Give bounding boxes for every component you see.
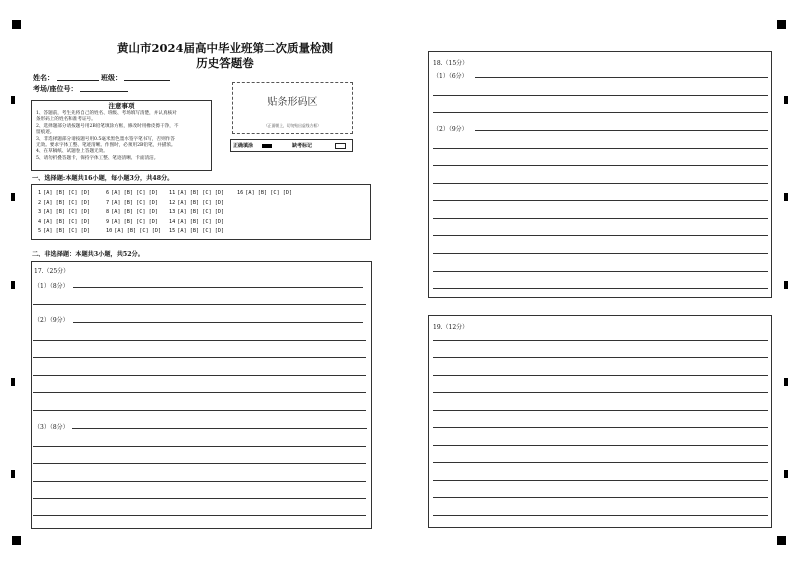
- choice-options[interactable]: [A] [B] [C] [D]: [111, 190, 158, 196]
- choice-number: 2: [38, 200, 42, 206]
- choice-options[interactable]: [A] [B] [C] [D]: [43, 200, 90, 206]
- choice-question-7[interactable]: [106, 200, 158, 206]
- choice-question-1[interactable]: [38, 190, 90, 196]
- q19-answer-line[interactable]: [433, 497, 768, 498]
- q17-part2-label: （2）（9分）: [34, 317, 69, 324]
- q19-answer-line[interactable]: [433, 445, 768, 446]
- choice-question-13[interactable]: [169, 209, 224, 215]
- timing-mark-right-4: [784, 378, 788, 386]
- choice-number: 8: [106, 209, 110, 215]
- choice-options[interactable]: [A] [B] [C] [D]: [177, 190, 225, 196]
- timing-mark-right-5: [784, 470, 788, 478]
- q18-answer-line[interactable]: [475, 130, 768, 131]
- section2-title: 二、非选择题：本题共3小题，共52分。: [32, 251, 144, 258]
- choice-number: 7: [106, 200, 110, 206]
- q17-answer-line[interactable]: [72, 428, 367, 429]
- notice-item: 5、请勿折叠答题卡，保持字体工整、笔迹清晰、卡面清洁。: [36, 155, 159, 161]
- q17-answer-line[interactable]: [33, 375, 366, 376]
- notice-item: 3、非选择题部分请按题号用0.5毫米黑色墨水签字笔书写，否则作答: [36, 136, 175, 142]
- choice-number: 14: [169, 219, 176, 225]
- fill-legend: [230, 139, 353, 152]
- choice-number: 3: [38, 209, 42, 215]
- q18-answer-line[interactable]: [433, 253, 768, 254]
- q19-answer-line[interactable]: [433, 410, 768, 411]
- choice-question-15[interactable]: [169, 228, 224, 234]
- q17-answer-line[interactable]: [33, 392, 366, 393]
- choice-options[interactable]: [A] [B] [C] [D]: [114, 228, 162, 234]
- choice-options[interactable]: [A] [B] [C] [D]: [111, 219, 158, 225]
- choice-number: 6: [106, 190, 110, 196]
- notice-item: 1、答题前，考生先将自己的姓名、班级、考场填写清楚，并认真核对: [36, 111, 177, 116]
- q19-answer-line[interactable]: [433, 427, 768, 428]
- q18-answer-line[interactable]: [433, 200, 768, 201]
- q18-answer-line[interactable]: [433, 183, 768, 184]
- q17-answer-line[interactable]: [33, 410, 366, 411]
- room-seat-label: 考场/座位号：: [33, 84, 78, 93]
- choice-question-9[interactable]: [106, 219, 158, 225]
- choice-options[interactable]: [A] [B] [C] [D]: [111, 209, 158, 215]
- choice-number: 5: [38, 228, 42, 234]
- choice-question-11[interactable]: [169, 190, 224, 196]
- choice-number: 15: [169, 228, 176, 234]
- q19-answer-line[interactable]: [433, 340, 768, 341]
- q18-answer-line[interactable]: [433, 288, 768, 289]
- room-seat-field[interactable]: [80, 91, 128, 92]
- choice-options[interactable]: [A] [B] [C] [D]: [111, 200, 158, 206]
- registration-mark-top-left: [12, 20, 21, 29]
- choice-options[interactable]: [A] [B] [C] [D]: [177, 200, 225, 206]
- choice-options[interactable]: [A] [B] [C] [D]: [177, 228, 225, 234]
- choice-number: 1: [38, 190, 42, 196]
- timing-mark-left-5: [11, 470, 15, 478]
- q19-answer-line[interactable]: [433, 357, 768, 358]
- timing-mark-left-3: [11, 281, 15, 289]
- q18-answer-box: [428, 51, 772, 298]
- choice-number: 13: [169, 209, 176, 215]
- choice-question-14[interactable]: [169, 219, 224, 225]
- notice-item: 2、选择题部分请按题号用2B铅笔填涂方框，修改时用橡皮擦干净，不: [36, 123, 179, 129]
- choice-question-16[interactable]: [237, 190, 292, 196]
- q19-answer-line[interactable]: [433, 515, 768, 516]
- q18-part2-label: （2）（9分）: [433, 126, 468, 133]
- q18-answer-line[interactable]: [475, 77, 768, 78]
- q18-answer-line[interactable]: [433, 148, 768, 149]
- choice-options[interactable]: [A] [B] [C] [D]: [245, 190, 293, 196]
- choice-options[interactable]: [A] [B] [C] [D]: [177, 209, 225, 215]
- notice-box: [31, 100, 212, 171]
- q19-answer-line[interactable]: [433, 375, 768, 376]
- q17-answer-box: [31, 261, 372, 529]
- choice-options[interactable]: [A] [B] [C] [D]: [43, 228, 90, 234]
- barcode-title: 贴条形码区: [267, 97, 318, 108]
- q18-answer-line[interactable]: [433, 235, 768, 236]
- choice-question-4[interactable]: [38, 219, 90, 225]
- choice-question-2[interactable]: [38, 200, 90, 206]
- choice-question-12[interactable]: [169, 200, 224, 206]
- q18-answer-line[interactable]: [433, 271, 768, 272]
- timing-mark-left-1: [11, 96, 15, 104]
- q17-answer-line[interactable]: [33, 357, 366, 358]
- name-label: 姓名：: [33, 73, 54, 82]
- q18-part1-label: （1）（6分）: [433, 73, 468, 80]
- choice-options[interactable]: [A] [B] [C] [D]: [43, 190, 90, 196]
- q18-title: 18.（15分）: [433, 60, 469, 67]
- choice-question-10[interactable]: [106, 228, 161, 234]
- class-label: 班级：: [101, 73, 122, 82]
- choice-question-6[interactable]: [106, 190, 158, 196]
- choice-number: 10: [106, 228, 113, 234]
- notice-title: 注意事项: [108, 102, 135, 110]
- choice-question-3[interactable]: [38, 209, 90, 215]
- q17-part3-label: （3）（8分）: [34, 424, 69, 431]
- q17-answer-line[interactable]: [33, 304, 366, 305]
- choice-options[interactable]: [A] [B] [C] [D]: [43, 209, 90, 215]
- choice-question-5[interactable]: [38, 228, 90, 234]
- timing-mark-right-2: [784, 193, 788, 201]
- q18-answer-line[interactable]: [433, 95, 768, 96]
- timing-mark-left-2: [11, 193, 15, 201]
- notice-item: 无效。要求字体工整、笔迹清晰。作图时，必须用2B铅笔，并描浓。: [36, 143, 176, 149]
- choice-options[interactable]: [A] [B] [C] [D]: [177, 219, 225, 225]
- correct-fill-label: 正确填涂: [233, 143, 254, 149]
- q17-answer-line[interactable]: [33, 463, 366, 464]
- q19-answer-line[interactable]: [433, 462, 768, 463]
- notice-item: 4、在草稿纸、试题卷上答题无效。: [36, 149, 108, 155]
- notice-item: 留痕迹。: [36, 130, 55, 136]
- q17-part1-label: （1）（8分）: [34, 283, 69, 290]
- timing-mark-right-1: [784, 96, 788, 104]
- barcode-area: [232, 82, 353, 134]
- choice-question-8[interactable]: [106, 209, 158, 215]
- q19-answer-line[interactable]: [433, 392, 768, 393]
- q18-answer-line[interactable]: [433, 218, 768, 219]
- q17-answer-line[interactable]: [33, 498, 366, 499]
- section1-title: 一、选择题:本题共16小题，每小题3分，共48分。: [32, 175, 174, 182]
- q17-title: 17.（25分）: [34, 268, 70, 275]
- absent-mark-checkbox[interactable]: [335, 143, 346, 149]
- choice-number: 16: [237, 190, 244, 196]
- name-field[interactable]: [57, 80, 99, 81]
- q18-answer-line[interactable]: [433, 112, 768, 113]
- correct-fill-sample: [262, 144, 272, 148]
- choice-number: 4: [38, 219, 42, 225]
- timing-mark-right-3: [784, 281, 788, 289]
- q17-answer-line[interactable]: [33, 481, 366, 482]
- class-field[interactable]: [124, 80, 170, 81]
- registration-mark-top-right: [777, 20, 786, 29]
- choice-number: 12: [169, 200, 176, 206]
- exam-title: 黄山市2024届高中毕业班第二次质量检测: [116, 41, 333, 55]
- registration-mark-bottom-right: [777, 536, 786, 545]
- q19-answer-line[interactable]: [433, 480, 768, 481]
- q17-answer-line[interactable]: [33, 515, 366, 516]
- q17-answer-line[interactable]: [33, 446, 366, 447]
- absent-mark-label: 缺考标记: [292, 143, 313, 149]
- registration-mark-bottom-left: [12, 536, 21, 545]
- timing-mark-left-4: [11, 378, 15, 386]
- choice-number: 9: [106, 219, 110, 225]
- answer-sheet-title: 历史答题卷: [196, 56, 254, 70]
- barcode-note: （正面朝上，切勿贴出虚线方框）: [264, 123, 321, 128]
- q17-answer-line[interactable]: [73, 322, 363, 323]
- q18-answer-line[interactable]: [433, 165, 768, 166]
- q17-answer-line[interactable]: [33, 340, 366, 341]
- q19-title: 19.（12分）: [433, 324, 469, 331]
- q17-answer-line[interactable]: [73, 287, 363, 288]
- choice-options[interactable]: [A] [B] [C] [D]: [43, 219, 90, 225]
- notice-item: 条形码上的姓名和准考证号。: [36, 117, 96, 123]
- choice-number: 11: [169, 190, 176, 196]
